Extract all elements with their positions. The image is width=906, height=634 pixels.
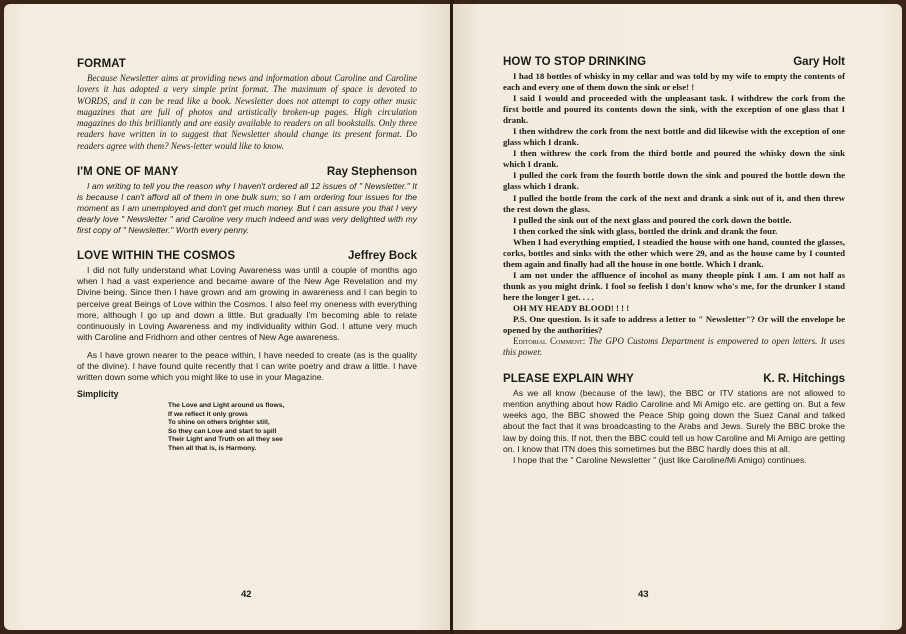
stop-drinking-author: Gary Holt xyxy=(793,56,845,68)
one-of-many-title: I'M ONE OF MANY xyxy=(77,166,179,179)
stop-drinking-paragraph: I had 18 bottles of whisky in my cellar and was told by my wife to empty the contents of each and every one of them down the sink or else! ! xyxy=(503,71,845,93)
page-number-left: 42 xyxy=(241,589,252,600)
cosmos-paragraph-2: As I have grown nearer to the peace within, I have needed to create (as is the quality of the divine). I have found quite recently that I can write poetry and draw a little. I have written down some which you might like to use in your Magazine. xyxy=(77,349,417,382)
poem-line: So they can Love and start to spill xyxy=(168,427,277,435)
stop-drinking-title: HOW TO STOP DRINKING xyxy=(503,56,647,68)
left-page xyxy=(4,4,451,630)
left-column xyxy=(77,58,417,454)
cosmos-header xyxy=(77,250,417,262)
please-explain-header xyxy=(503,373,845,385)
please-explain-paragraph-2: I hope that the " Caroline Newsletter " (just like Caroline/Mi Amigo) continues. xyxy=(513,454,807,465)
please-explain-author: K. R. Hitchings xyxy=(763,372,845,385)
stop-drinking-header xyxy=(503,56,845,68)
format-body: Because Newsletter aims at providing news and information about Caroline and Caroline lovers it has adopted a very simple print format. The maximum of space is devoted to WORDS, and it can be read like a book. Newsletter does not attempt to copy other music magazines that are full of photos and artistically broken-up pages. High circulation magazines do this brilliantly and are easily available to readers on all bookstalls. Only three readers have written in to suggest that Newsletter should change its present format. Do readers agree with them? News-letter would like to know. xyxy=(77,73,417,151)
stop-drinking-paragraph: I pulled the sink out of the next glass and poured the cork down the bottle. xyxy=(513,214,792,225)
stop-drinking-paragraph: I then withrew the cork from the third bottle and poured the whisky down the sink which I drank. xyxy=(503,148,845,170)
cosmos-author: Jeffrey Bock xyxy=(347,250,417,263)
cosmos-title: LOVE WITHIN THE COSMOS xyxy=(77,250,236,263)
please-explain-paragraph-1: As we all know (because of the law), the BBC or ITV stations are not allowed to mention anything about how Radio Caroline and Mi Amigo etc. are getting on. But a few weeks ago, the BBC showed the Peace Ship going down the Suez Canal and talked about the fact that it was broadcasting to the Arabs and Jews. Surely the BBC broke the law by doing this. If not, then the BBC could tell us how Caroline and Mi Amigo are getting on. I know that ITN does this sometimes but the BBC hardly does this at all. xyxy=(503,387,845,454)
poem-line: To shine on others brighter still, xyxy=(168,419,270,427)
page-number-right: 43 xyxy=(638,589,649,600)
editorial-label: Editorial Comment: xyxy=(513,336,586,347)
cosmos-paragraph-1: I did not fully understand what Loving Awareness was until a couple of months ago when I had a vast experience and became aware of the New Age Revelation and my Divine being. Since then I have grown and am growing in awareness and I can begin to perceive great Beings of Love within the Cosmos. I also feel my oneness with everything more, although I go up and down a little. But gradually I'm becoming able to relate continuously in Loving Awareness and my individuality within God. I attune very much with Caroline and Fridhorn and other centres of New Age awareness. xyxy=(77,265,417,343)
poem-line: Then all that is, is Harmony. xyxy=(168,445,257,453)
stop-drinking-postscript: P.S. One question. Is it safe to address a letter to " Newsletter"? Or will the envelope be opened by the authorities? xyxy=(503,314,845,336)
stop-drinking-paragraph: When I had everything emptied, I steadied the house with one hand, counted the glasses, corks, bottles and sinks with the other which were 29, and as the house came by I counted them again and finally had all the house in one bottle. Which I drank. xyxy=(503,236,845,269)
please-explain-title: PLEASE EXPLAIN WHY xyxy=(503,372,634,385)
editorial-comment xyxy=(503,336,845,359)
stop-drinking-paragraph: I then corked the sink with glass, bottled the drink and drank the four. xyxy=(513,225,778,236)
editorial-text: The GPO Customs Department is empowered to open letters. It uses this power. xyxy=(503,336,845,358)
stop-drinking-paragraph: I pulled the bottle from the cork of the next and drank a sink out of it, and then threw the rest down the glass. xyxy=(503,192,845,214)
format-header xyxy=(77,58,417,70)
poem-title: Simplicity xyxy=(77,389,119,400)
poem-line: The Love and Light around us flows, xyxy=(168,402,285,410)
stop-drinking-paragraph: I then withdrew the cork from the next bottle and did likewise with the exception of one glass which I drank. xyxy=(503,126,845,148)
stop-drinking-paragraph: I said I would and proceeded with the unpleasant task. I withdrew the cork from the first bottle and poured its contents down the sink, with the exception of one glass that I drank. xyxy=(503,93,845,126)
format-title: FORMAT xyxy=(77,58,126,70)
right-column xyxy=(503,56,845,466)
stop-drinking-paragraph: I am not under the affluence of incohol as many theople pink I am. I am not half as thunk as you might drink. I fool so feelish I don't know who's me, for the drunker I stand here the longer I get. . . . xyxy=(503,269,845,302)
stop-drinking-paragraph: I pulled the cork from the fourth bottle down the sink and poured the bottle down the glass which I drank. xyxy=(503,170,845,192)
poem-line: Their Light and Truth on all they see xyxy=(168,436,283,444)
right-page xyxy=(453,4,902,630)
stop-drinking-exclamation: OH MY HEADY BLOOD! ! ! ! xyxy=(513,302,630,313)
poem-line: If we reflect it only grows xyxy=(168,410,248,418)
one-of-many-body: I am writing to tell you the reason why I haven't ordered all 12 issues of " Newsletter." It is because I can't afford all of them in one bulk sum; so I am ordering four issues for the moment as I am unemployed and don't get much money. But I can assure you that I very dearly love " Newsletter " and Caroline very much indeed and was very delighted with my first copy of " Newsletter." Worth every penny. xyxy=(77,181,417,236)
poem xyxy=(168,402,417,454)
one-of-many-header xyxy=(77,166,417,178)
one-of-many-author: Ray Stephenson xyxy=(326,166,417,179)
